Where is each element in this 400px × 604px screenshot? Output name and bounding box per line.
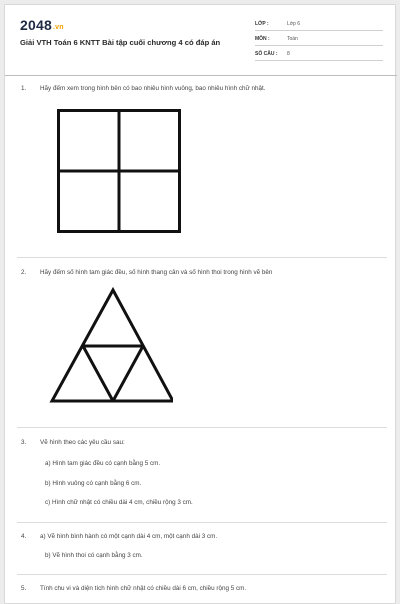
question-text: Tính chu vi và diện tích hình chữ nhật có chiều dài 6 cm, chiều rộng 5 cm. bbox=[40, 585, 247, 592]
question-3-part-b: b) Hình vuông có cạnh bằng 6 cm. bbox=[45, 480, 142, 487]
meta-question-count bbox=[255, 49, 383, 61]
question-number: 5. bbox=[21, 585, 27, 592]
worksheet bbox=[4, 4, 396, 604]
question-text: Hãy đếm xem trong hình bên có bao nhiêu hình vuông, bao nhiêu hình chữ nhật. bbox=[40, 85, 266, 92]
meta-label: SỐ CÂU : bbox=[255, 51, 278, 57]
site-logo[interactable] bbox=[20, 17, 64, 33]
inner-right-edge bbox=[113, 346, 143, 401]
question-3-part-c: c) Hình chữ nhật có chiều dài 4 cm, chiều rộng 3 cm. bbox=[45, 499, 193, 506]
question-number: 2. bbox=[21, 269, 27, 276]
document-title: Giải VTH Toán 6 KNTT Bài tập cuối chương 4 có đáp án bbox=[20, 38, 221, 47]
logo-suffix: .vn bbox=[52, 24, 64, 31]
question-number: 4. bbox=[21, 533, 27, 540]
question-text: a) Vẽ hình bình hành có một cạnh dài 4 cm, một cạnh dài 3 cm. bbox=[40, 533, 218, 540]
logo-text: 2048 bbox=[20, 17, 52, 33]
meta-label: LỚP : bbox=[255, 21, 269, 27]
question-4-part-b: b) Vẽ hình thoi có cạnh bằng 3 cm. bbox=[45, 552, 143, 559]
meta-value: 8 bbox=[287, 51, 290, 57]
meta-value: Lớp 6 bbox=[287, 21, 301, 27]
meta-grade bbox=[255, 19, 383, 31]
meta-subject bbox=[255, 34, 383, 46]
worksheet-header bbox=[5, 5, 397, 76]
divider bbox=[17, 522, 387, 523]
question-3-part-a: a) Hình tam giác đều có cạnh bằng 5 cm. bbox=[45, 460, 161, 467]
question-text: Vẽ hình theo các yêu cầu sau: bbox=[40, 439, 125, 446]
question-number: 1. bbox=[21, 85, 27, 92]
triangle-figure bbox=[49, 287, 173, 403]
inner-left-edge bbox=[83, 346, 113, 401]
question-text: Hãy đếm số hình tam giác đều, số hình thang cân và số hình thoi trong hình vẽ bên bbox=[40, 269, 273, 276]
square-grid-figure bbox=[57, 109, 181, 233]
meta-label: MÔN : bbox=[255, 36, 270, 42]
divider bbox=[17, 427, 387, 428]
question-number: 3. bbox=[21, 439, 27, 446]
divider bbox=[17, 257, 387, 258]
meta-value: Toán bbox=[287, 36, 298, 42]
divider bbox=[17, 574, 387, 575]
